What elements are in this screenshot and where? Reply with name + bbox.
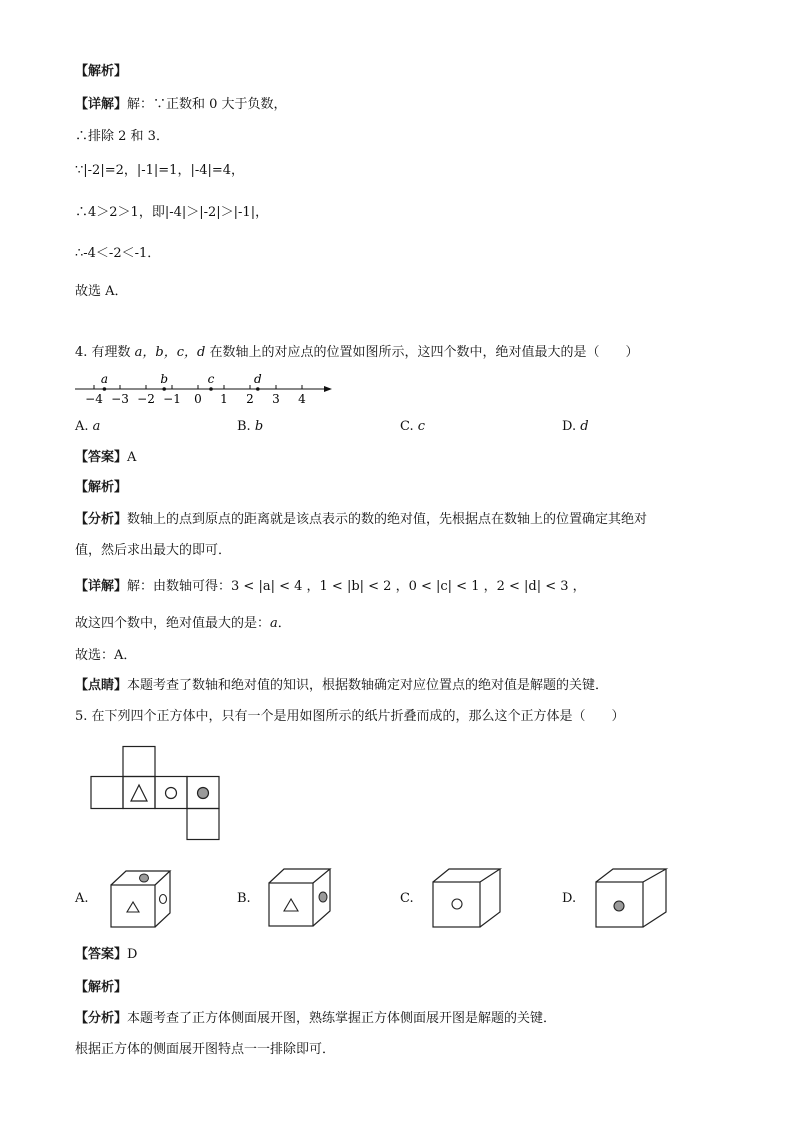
q4-option-c[interactable]: C. c bbox=[400, 419, 426, 434]
q4-choose: 故选：A． bbox=[75, 648, 137, 663]
number-line-tick-label: 3 bbox=[272, 392, 280, 406]
net-square-circle bbox=[155, 777, 187, 809]
number-line-tick-label: 0 bbox=[194, 392, 202, 406]
q4-comment: 【点睛】本题考查了数轴和绝对值的知识，根据数轴确定对应位置点的绝对值是解题的关键． bbox=[75, 678, 609, 693]
q5-option-d-label[interactable]: D. bbox=[562, 891, 577, 906]
number-line-tick-label: −3 bbox=[111, 392, 129, 406]
gray-circle-icon bbox=[614, 901, 624, 911]
number-line-point-label-c: c bbox=[207, 372, 215, 386]
q4-jiexi-label: 【解析】 bbox=[75, 480, 128, 495]
q3-line5: ∴-4＜-2＜-1． bbox=[75, 246, 161, 261]
q5-option-b-cube[interactable] bbox=[268, 868, 348, 928]
q3-line2: ∴排除 2 和 3． bbox=[75, 129, 169, 144]
q5-option-a-cube[interactable] bbox=[110, 870, 190, 930]
q5-stem: 5. 在下列四个正方体中，只有一个是用如图所示的纸片折叠而成的，那么这个正方体是（ ） bbox=[75, 709, 625, 724]
net-top-square bbox=[123, 747, 155, 777]
net-square-1 bbox=[91, 777, 123, 809]
q4-analysis-1: 【分析】数轴上的点到原点的距离就是该点表示的数的绝对值，先根据点在数轴上的位置确定其绝对 bbox=[75, 512, 648, 527]
gray-circle-icon bbox=[319, 892, 327, 902]
number-line-tick-label: −1 bbox=[163, 392, 181, 406]
triangle-icon bbox=[127, 902, 139, 912]
net-bottom-square bbox=[187, 809, 219, 840]
number-line-tick-label: 4 bbox=[298, 392, 306, 406]
gray-circle-icon bbox=[140, 874, 149, 882]
number-line-point-label-d: d bbox=[253, 372, 262, 386]
q5-analysis: 【分析】本题考查了正方体侧面展开图，熟练掌握正方体侧面展开图是解题的关键． bbox=[75, 1011, 557, 1026]
number-line-tick-label: 1 bbox=[220, 392, 228, 406]
q4-stem-vars: a，b，c，d bbox=[134, 345, 206, 360]
number-line-arrow bbox=[324, 386, 332, 392]
number-line-point-label-b: b bbox=[160, 372, 169, 386]
circle-icon bbox=[160, 895, 167, 904]
number-line-point-c bbox=[209, 387, 213, 391]
q5-option-c-cube[interactable] bbox=[432, 868, 522, 930]
triangle-icon bbox=[284, 899, 298, 911]
q3-detail-line1: 【详解】解：∵正数和 0 大于负数， bbox=[75, 97, 287, 112]
gray-circle-icon bbox=[198, 788, 209, 799]
q3-line6: 故选 A． bbox=[75, 284, 128, 299]
cube-net-figure bbox=[90, 746, 230, 846]
net-square-triangle bbox=[123, 777, 155, 809]
number-line-point-a bbox=[103, 387, 107, 391]
q4-analysis-2: 值，然后求出最大的即可． bbox=[75, 543, 232, 558]
q3-line4: ∴4＞2＞1，即|-4|＞|-2|＞|-1|， bbox=[75, 205, 269, 220]
q5-last-line: 根据正方体的侧面展开图特点一一排除即可． bbox=[75, 1042, 336, 1057]
q5-option-d-cube[interactable] bbox=[595, 868, 685, 930]
q4-stem: 4. 有理数 a，b，c，d 在数轴上的对应点的位置如图所示，这四个数中，绝对值最大的是（ ） bbox=[75, 345, 639, 360]
q4-answer: 【答案】A bbox=[75, 450, 137, 465]
number-line bbox=[70, 370, 340, 410]
q5-option-b-label[interactable]: B. bbox=[237, 891, 251, 906]
circle-icon bbox=[452, 899, 462, 909]
q4-option-d[interactable]: D. d bbox=[562, 419, 589, 434]
q5-option-c-label[interactable]: C. bbox=[400, 891, 414, 906]
number-line-tick-label: −2 bbox=[137, 392, 155, 406]
q4-conclusion: 故这四个数中，绝对值最大的是：a． bbox=[75, 616, 291, 631]
jiexi-label: 【解析】 bbox=[75, 64, 128, 79]
q5-jiexi-label: 【解析】 bbox=[75, 980, 128, 995]
number-line-point-d bbox=[256, 387, 260, 391]
q5-answer: 【答案】D bbox=[75, 947, 138, 962]
triangle-icon bbox=[131, 785, 147, 801]
q3-line3: ∵|-2|=2，|-1|=1，|-4|=4， bbox=[75, 163, 245, 178]
q4-detail: 【详解】解：由数轴可得：3 < |a| < 4 ，1 < |b| < 2 ，0 < |c| < 1 ，2 < |d| < 3 ， bbox=[75, 579, 586, 594]
number-line-point-label-a: a bbox=[100, 372, 108, 386]
number-line-tick-label: −4 bbox=[85, 392, 103, 406]
number-line-point-b bbox=[162, 387, 166, 391]
number-line-tick-label: 2 bbox=[246, 392, 254, 406]
q4-option-b[interactable]: B. b bbox=[237, 419, 264, 434]
q5-option-a-label[interactable]: A. bbox=[75, 891, 89, 906]
q4-option-a[interactable]: A. a bbox=[75, 419, 101, 434]
circle-icon bbox=[166, 788, 177, 799]
